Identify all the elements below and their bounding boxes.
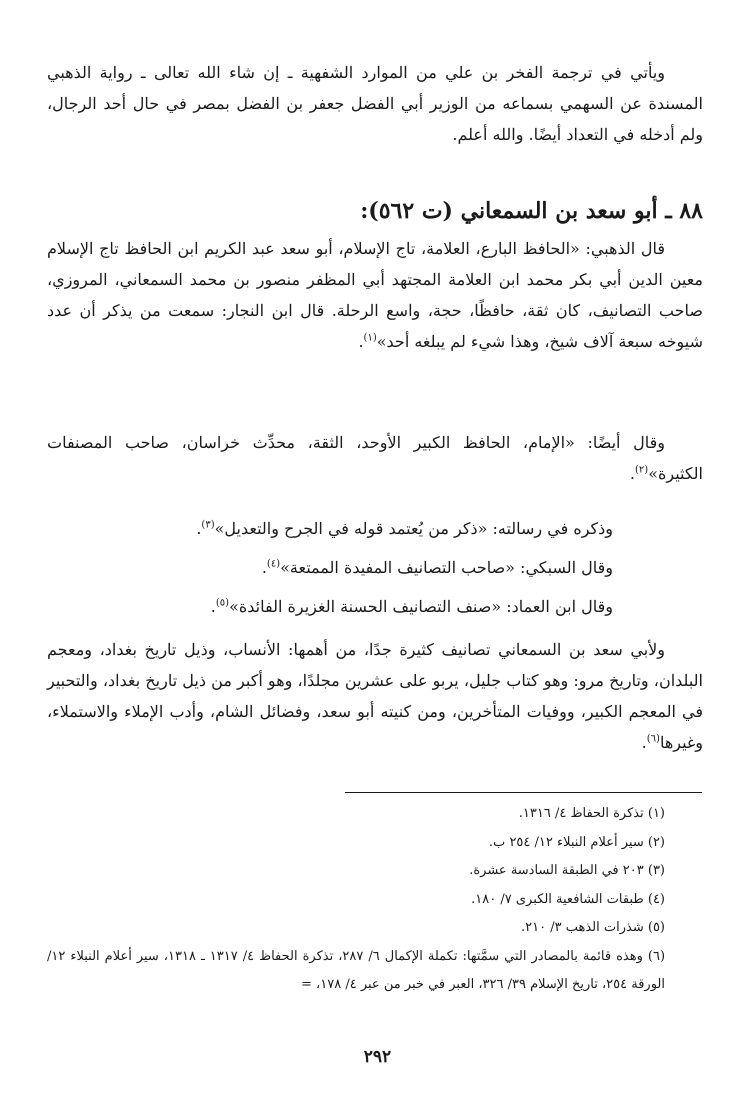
intro-block	[47, 57, 703, 150]
footnote-3: (٣) ٢٠٣ في الطبقة السادسة عشرة.	[469, 863, 665, 878]
footnote-ref-2: (٢)	[635, 464, 649, 476]
second-quote-block	[47, 427, 703, 489]
works-block	[47, 634, 703, 758]
entry-heading-block	[47, 194, 703, 228]
footnote-5: (٥) شذرات الذهب ٣/ ٢١٠.	[521, 920, 665, 935]
footnote-1: (١) تذكرة الحفاظ ٤/ ١٣١٦.	[518, 806, 665, 821]
second-quote-text: وقال أيضًا: «الإمام، الحافظ الكبير الأوحد، الثقة، محدِّث خراسان، صاحب المصنفات الكثيرة»	[47, 433, 703, 483]
works-paragraph: ولأبي سعد بن السمعاني تصانيف كثيرة جدًا، من أهمها: الأنساب، وذيل تاريخ بغداد، ومعجم البلدان، وتاريخ مرو: وهو كتاب جليل، يربو على عشرين مجلدًا، وهو أكبر من ذيل تاريخ بغداد، والتحبير في المعجم الكبير، ووفيات المتأخرين، ومن كنيته أبو سعد، وفضائل الشام، وأدب الإملاء والاستملاء، وغيرها$^{(٦)}$.	[47, 640, 703, 752]
quote-line-2: وقال السبكي: «صاحب التصانيف المفيدة الممتعة»$^{(٤)}$.	[261, 558, 613, 577]
quote-line-1: وذكره في رسالته: «ذكر من يُعتمد قوله في الجرح والتعديل»$^{(٣)}$.	[196, 519, 613, 538]
biography-block	[47, 233, 703, 357]
footnotes	[47, 800, 703, 1000]
footnote-6: (٦) وهذه قائمة بالمصادر التي سمَّتها: تكملة الإكمال ٦/ ٢٨٧، تذكرة الحفاظ ٤/ ١٣١٧ ـ ١٣١٨، سير أعلام النبلاء ١٢/ الورقة ٢٥٤، تاريخ الإسلام ٣٩/ ٣٢٦، العبر في خبر من عبر ٤/ ١٧٨، =	[47, 948, 666, 992]
works-text: ولأبي سعد بن السمعاني تصانيف كثيرة جدًا، من أهمها: الأنساب، وذيل تاريخ بغداد، ومعجم البلدان، وتاريخ مرو: وهو كتاب جليل، يربو على عشرين مجلدًا، وهو أكبر من ذيل تاريخ بغداد، والتحبير في المعجم الكبير، ووفيات المتأخرين، ومن كنيته أبو سعد، وفضائل الشام، وأدب الإملاء والاستملاء، وغيرها	[47, 640, 703, 752]
footnote-2: (٢) سير أعلام النبلاء ١٢/ ٢٥٤ ب.	[488, 834, 665, 850]
second-quote-paragraph: وقال أيضًا: «الإمام، الحافظ الكبير الأوحد، الثقة، محدِّث خراسان، صاحب المصنفات الكثيرة»$^{(٢)}$.	[47, 433, 703, 483]
quotes-list	[47, 509, 703, 626]
footnote-divider	[345, 792, 702, 793]
biography-paragraph: قال الذهبي: «الحافظ البارع، العلامة، تاج الإسلام، أبو سعد عبد الكريم ابن الحافظ تاج الإسلام معين الدين أبي بكر محمد ابن العلامة المجتهد أبي المظفر منصور بن محمد السمعاني، المروزي، صاحب التصانيف، كان ثقة، حافظًا، حجة، واسع الرحلة. قال ابن النجار: سمعت من يذكر أن عدد شيوخه سبعة آلاف شيخ، وهذا شيء لم يبلغه أحد»$^{(١)}$.	[47, 239, 703, 351]
footnote-ref-4: (٤)	[266, 558, 281, 570]
footnote-ref-1: (١)	[363, 332, 377, 344]
footnote-ref-5: (٥)	[215, 597, 230, 609]
footnote-ref-3: (٣)	[201, 519, 215, 531]
entry-heading: ٨٨ ـ أبو سعد بن السمعاني (ت ٥٦٢):	[360, 198, 703, 224]
intro-paragraph: ويأتي في ترجمة الفخر بن علي من الموارد الشفهية ـ إن شاء الله تعالى ـ رواية الذهبي المسندة عن السهمي بسماعه من الوزير أبي الفضل جعفر بن الفضل بمصر في حال أحد الرجال، ولم أدخله في التعداد أيضًا. والله أعلم.	[47, 63, 703, 144]
footnote-4: (٤) طبقات الشافعية الكبرى ٧/ ١٨٠.	[471, 891, 665, 907]
quote-line-3: وقال ابن العماد: «صنف التصانيف الحسنة الغزيرة الفائدة»$^{(٥)}$.	[210, 597, 613, 616]
page-number: ٢٩٢	[363, 1047, 392, 1067]
biography-text: قال الذهبي: «الحافظ البارع، العلامة، تاج الإسلام، أبو سعد عبد الكريم ابن الحافظ تاج الإسلام معين الدين أبي بكر محمد ابن العلامة المجتهد أبي المظفر منصور بن محمد السمعاني، المروزي، صاحب التصانيف، كان ثقة، حافظًا، حجة، واسع الرحلة. قال ابن النجار: سمعت من يذكر أن عدد شيوخه سبعة آلاف شيخ، وهذا شيء لم يبلغه أحد»	[47, 239, 703, 351]
footnote-ref-6: (٦)	[646, 733, 660, 745]
